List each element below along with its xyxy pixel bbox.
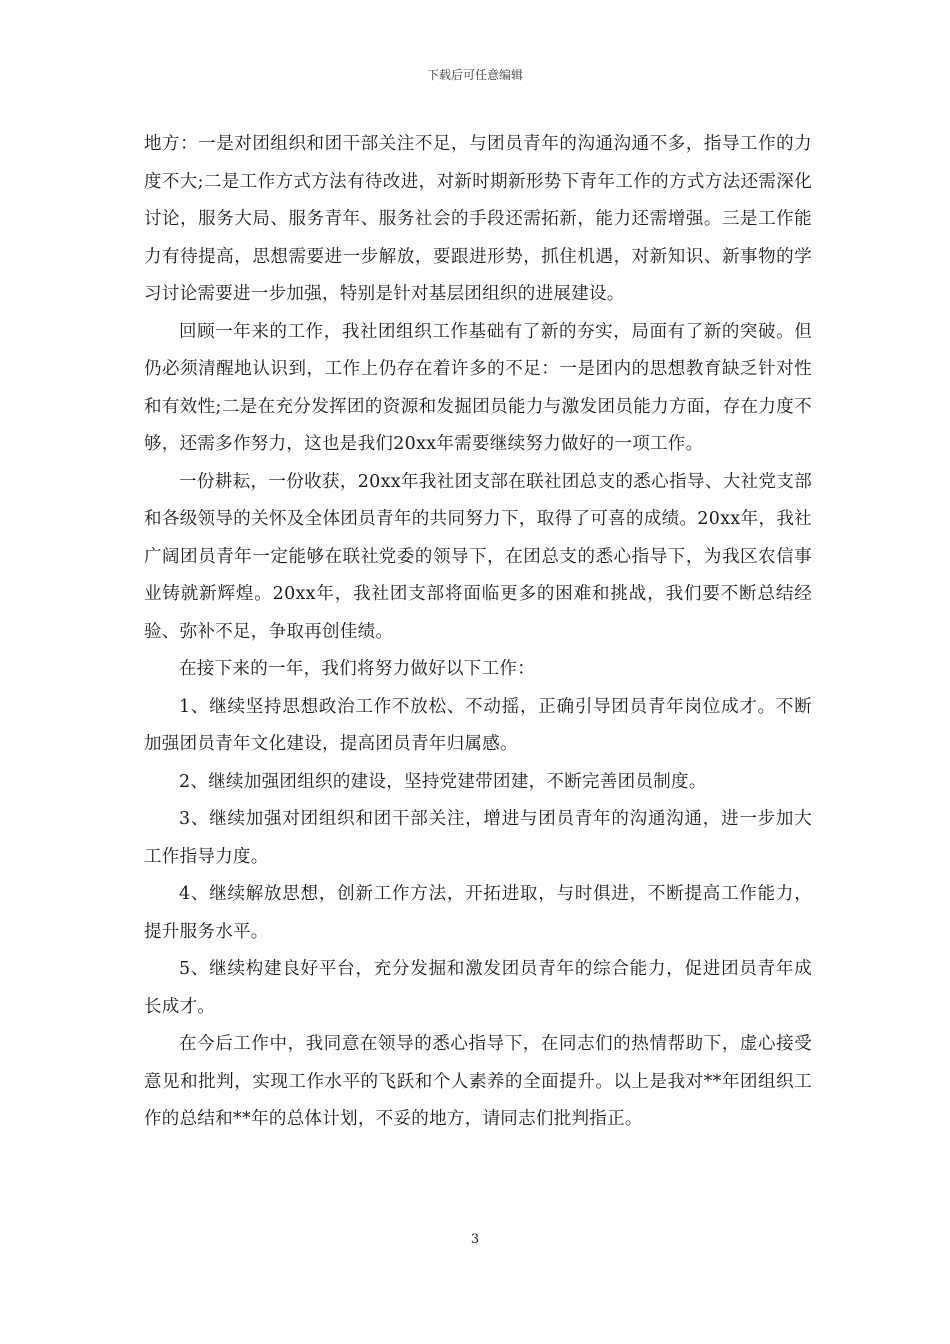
document-body [144, 126, 812, 1139]
paragraph: 地方：一是对团组织和团干部关注不足，与团员青年的沟通沟通不多，指导工作的力度不大;二是工作方式方法有待改进，对新时期新形势下青年工作的方式方法还需深化讨论，服务大局、服务青年、服务社会的手段还需拓新，能力还需增强。三是工作能力有待提高，思想需要进一步解放，要跟进形势，抓住机遇，对新知识、新事物的学习讨论需要进一步加强，特别是针对基层团组织的进展建设。 [144, 134, 812, 304]
list-item: 2、继续加强团组织的建设，坚持党建带团建，不断完善团员制度。 [179, 771, 707, 792]
paragraph: 一份耕耘，一份收获，20xx年我社团支部在联社团总支的悉心指导、大社党支部和各级领导的关怀及全体团员青年的共同努力下，取得了可喜的成绩。20xx年，我社广阔团员青年一定能够在联社党委的领导下，在团总支的悉心指导下，为我区农信事业铸就新辉煌。20xx年，我社团支部将面临更多的困难和挑战，我们要不断总结经验、弥补不足，争取再创佳绩。 [144, 471, 812, 642]
list-item: 3、继续加强对团组织和团干部关注，增进与团员青年的沟通沟通，进一步加大工作指导力度。 [144, 809, 812, 867]
paragraph: 在今后工作中，我同意在领导的悉心指导下，在同志们的热情帮助下，虚心接受意见和批判，实现工作水平的飞跃和个人素养的全面提升。以上是我对**年团组织工作的总结和**年的总体计划，不妥的地方，请同志们批判指正。 [144, 1034, 812, 1129]
page-header: 下载后可任意编辑 [426, 68, 523, 82]
list-item: 5、继续构建良好平台，充分发掘和激发团员青年的综合能力，促进团员青年成长成才。 [144, 959, 812, 1017]
paragraph: 在接下来的一年，我们将努力做好以下工作： [179, 659, 535, 679]
page-number: 3 [470, 1232, 480, 1247]
list-item: 1、继续坚持思想政治工作不放松、不动摇，正确引导团员青年岗位成才。不断加强团员青年文化建设，提高团员青年归属感。 [144, 696, 812, 754]
paragraph: 回顾一年来的工作，我社团组织工作基础有了新的夯实，局面有了新的突破。但仍必须清醒地认识到，工作上仍存在着许多的不足：一是团内的思想教育缺乏针对性和有效性;二是在充分发挥团的资源和发掘团员能力与激发团员能力方面，存在力度不够，还需多作努力，这也是我们20xx年需要继续努力做好的一项工作。 [144, 321, 812, 454]
list-item: 4、继续解放思想，创新工作方法，开拓进取，与时俱进，不断提高工作能力，提升服务水平。 [144, 884, 812, 942]
